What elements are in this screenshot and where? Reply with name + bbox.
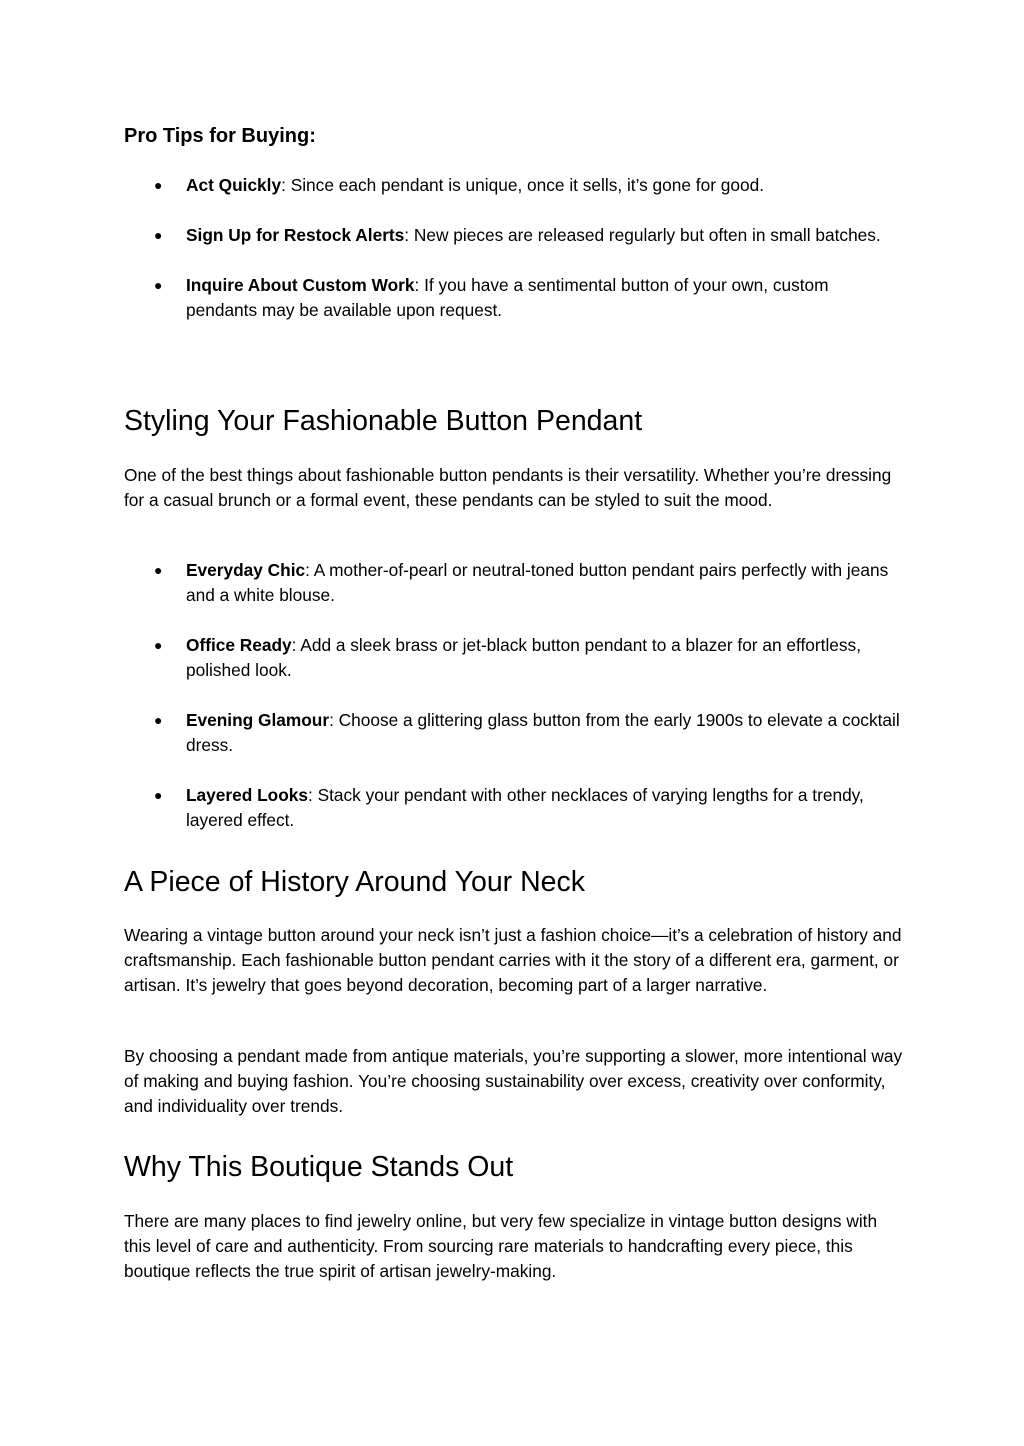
list-item-term: Everyday Chic <box>186 560 306 580</box>
list-item-text: : New pieces are released regularly but often in small batches. <box>404 225 881 245</box>
styling-heading: Styling Your Fashionable Button Pendant <box>124 405 643 437</box>
bullet-icon: ● <box>154 562 163 578</box>
bullet-icon: ● <box>154 637 163 653</box>
list-item <box>124 783 904 833</box>
boutique-heading: Why This Boutique Stands Out <box>124 1151 514 1183</box>
list-item-text: : Add a sleek brass or jet-black button pendant to a blazer for an effortless, polished look. <box>186 635 861 680</box>
list-item-term: Inquire About Custom Work <box>186 275 415 295</box>
bullet-icon: ● <box>154 712 163 728</box>
list-item-text: : A mother-of-pearl or neutral-toned button pendant pairs perfectly with jeans and a white blouse. <box>186 560 889 605</box>
list-item-term: Evening Glamour <box>186 710 330 730</box>
bullet-icon: ● <box>154 277 163 293</box>
list-item <box>124 223 904 248</box>
list-item <box>124 273 904 323</box>
list-item <box>124 173 904 198</box>
bullet-icon: ● <box>154 787 163 803</box>
list-item-text: : Stack your pendant with other necklaces of varying lengths for a trendy, layered effect. <box>186 785 864 830</box>
list-item-term: Act Quickly <box>186 175 282 195</box>
styling-list <box>124 558 904 833</box>
list-item-term: Layered Looks <box>186 785 308 805</box>
list-item-term: Sign Up for Restock Alerts <box>186 225 405 245</box>
history-paragraph: Wearing a vintage button around your neck isn’t just a fashion choice—it’s a celebration of history and craftsmanship. Each fashionable button pendant carries with it the story of a different era, garment, or artisan. It’s jewelry that goes beyond decoration, becoming part of a larger narrative. <box>124 925 902 995</box>
list-item <box>124 558 904 608</box>
list-item <box>124 633 904 683</box>
styling-intro: One of the best things about fashionable button pendants is their versatility. Whether you’re dressing for a casual brunch or a formal event, these pendants can be styled to suit the mood. <box>124 465 892 510</box>
pro-tips-heading: Pro Tips for Buying: <box>124 125 316 147</box>
pro-tips-list <box>124 173 904 323</box>
boutique-paragraph: There are many places to find jewelry online, but very few specialize in vintage button designs with this level of care and authenticity. From sourcing rare materials to handcrafting every piece, this boutique reflects the true spirit of artisan jewelry-making. <box>124 1211 878 1281</box>
list-item <box>124 708 904 758</box>
bullet-icon: ● <box>154 227 163 243</box>
list-item-term: Office Ready <box>186 635 292 655</box>
list-item-text: : Choose a glittering glass button from the early 1900s to elevate a cocktail dress. <box>186 710 900 755</box>
list-item-text: : Since each pendant is unique, once it sells, it’s gone for good. <box>281 175 765 195</box>
history-paragraph: By choosing a pendant made from antique materials, you’re supporting a slower, more intentional way of making and buying fashion. You’re choosing sustainability over excess, creativity over conformity, and individuality over trends. <box>124 1046 903 1116</box>
list-item-text: : If you have a sentimental button of your own, custom pendants may be available upon request. <box>186 275 829 320</box>
history-heading: A Piece of History Around Your Neck <box>124 866 586 898</box>
bullet-icon: ● <box>154 177 163 193</box>
